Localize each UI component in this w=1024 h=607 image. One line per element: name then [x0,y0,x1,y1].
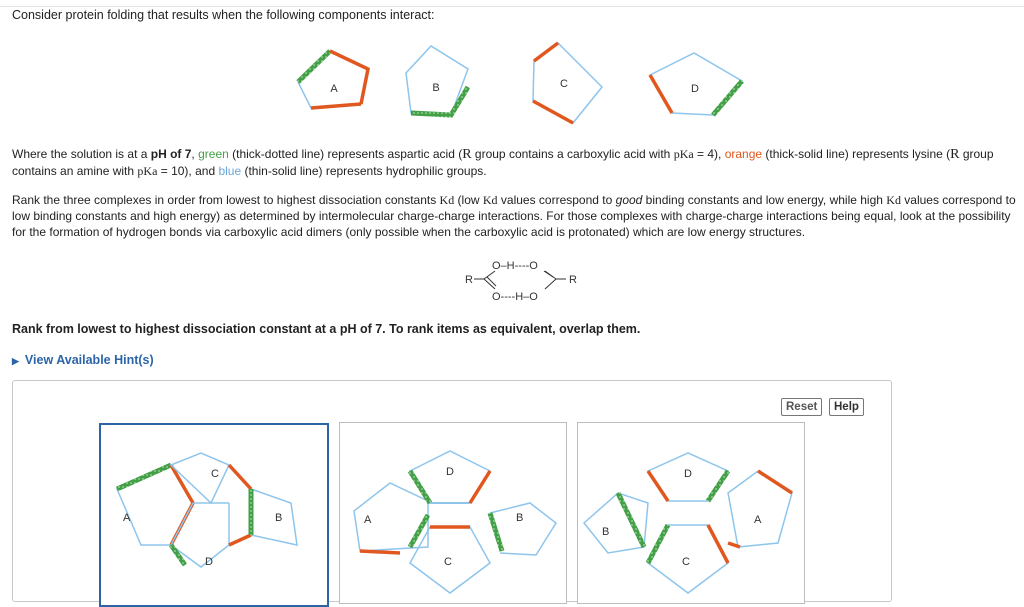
complex-2-label-left: A [364,514,372,526]
ranking-panel [12,380,892,602]
component-d-lysine-edge [650,75,672,113]
kd-symbol: Kd [886,193,901,207]
component-d [650,53,742,115]
kd-symbol: Kd [439,193,455,207]
blue-keyword: blue [218,164,242,178]
complex-1-label-bottom: D [205,556,213,568]
problem-description [12,146,1022,179]
complex-1-diagram [101,425,327,605]
desc-text: values correspond to low binding constants and high energy) as determined by intermolecular charge-charge interactions. For those complexes with charge-charge interactions being equal, look at the possibility for the formation of hydrogen bonds via carboxylic acid dimers (only possible when the carboxylic acid is protonated) which are low energy structures. [12,193,1016,239]
dimer-top: O–H----O [492,260,538,272]
orange-keyword: orange [724,147,763,161]
component-a-label: A [330,83,338,95]
complex-2-diagram [340,423,566,603]
ph-value: pH of 7 [150,147,192,161]
desc-text: (thick-solid line) represents lysine ( [762,147,951,161]
r-symbol: R [950,147,960,162]
desc-text: = 10), and [157,164,219,178]
complex-1-label-right: B [275,512,283,524]
component-c-label: C [560,78,568,90]
desc-text: = 4), [693,147,725,161]
rank-instruction-heading: Rank from lowest to highest dissociation constant at a pH of 7. To rank items as equivalent, overlap them. [12,322,641,336]
complex-1-label-left: A [123,512,131,524]
help-button[interactable]: Help [829,398,864,416]
desc-text: (low [454,193,483,207]
r-symbol: R [462,147,472,162]
reset-button[interactable]: Reset [781,398,822,416]
desc-text: values correspond to [497,193,616,207]
complex-2-label-top: D [446,466,454,478]
dimer-r-left: R [465,274,473,286]
desc-text: Rank the three complexes in order from lowest to highest dissociation constants [12,193,440,207]
desc-text: group contains an amine with [12,147,994,178]
complex-3-label-top: D [684,468,692,480]
pka-symbol: pKa [137,164,158,178]
complex-3-label-right: A [754,514,762,526]
good-keyword: good [615,193,643,207]
green-keyword: green [198,147,229,161]
component-a-aspartic-edge [298,51,330,82]
component-c [533,43,602,123]
question-prompt: Consider protein folding that results when the following components interact: [12,8,435,22]
rank-item-2[interactable] [339,422,567,604]
complex-2-label-bottom: C [444,556,452,568]
desc-text: binding constants and low energy, while high [642,193,887,207]
component-a [298,51,368,108]
component-a-lysine-edge [330,51,368,104]
dimer-r-right: R [569,274,577,286]
component-c-lysine-edge [534,43,558,61]
desc-text: (thin-solid line) represents hydrophilic groups. [241,164,487,178]
component-d-aspartic-edge [713,81,742,115]
components-row [0,35,1024,135]
desc-text: , [191,147,199,161]
desc-text: group contains a carboxylic acid with [471,147,674,161]
complex-3-label-left: B [602,526,610,538]
dimer-bonds [474,271,566,289]
rank-item-1[interactable] [99,423,329,607]
ranking-instructions [12,192,1022,240]
carboxylic-dimer-diagram [456,256,596,306]
caret-right-icon: ▶ [12,356,19,366]
component-b-label: B [432,82,440,94]
top-divider [0,6,1024,7]
hint-label: View Available Hint(s) [24,353,154,367]
complex-2-label-right: B [516,512,524,524]
view-hints-toggle[interactable] [12,353,154,367]
complex-3-diagram [578,423,804,603]
desc-text: Where the solution is at a [12,147,151,161]
kd-symbol: Kd [482,193,498,207]
desc-text: (thick-dotted line) represents aspartic acid ( [228,147,463,161]
component-b [406,46,468,115]
complex-3-label-bottom: C [682,556,690,568]
component-d-label: D [691,83,699,95]
pka-symbol: pKa [673,147,694,161]
complex-1-label-top: C [211,468,219,480]
dimer-bottom: O----H–O [492,291,538,303]
rank-item-3[interactable] [577,422,805,604]
